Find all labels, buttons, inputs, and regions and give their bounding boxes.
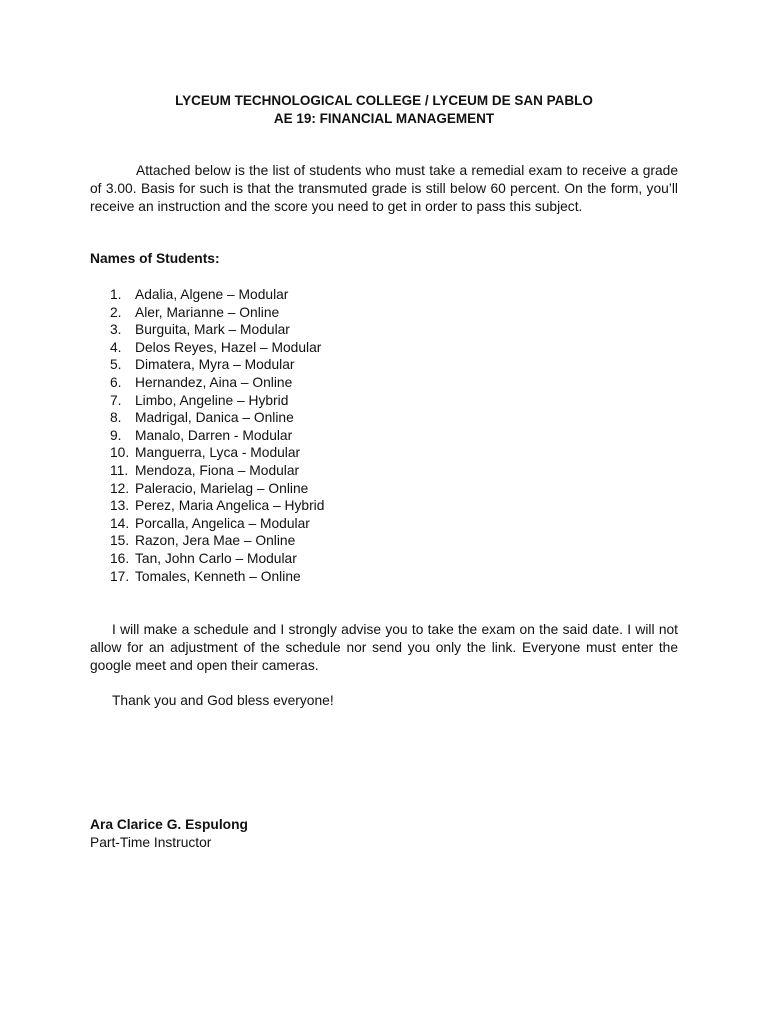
list-item (90, 321, 324, 339)
list-item (90, 480, 324, 498)
list-number: 7. (110, 392, 122, 408)
list-number: 6. (110, 374, 122, 390)
list-number: 10. (110, 445, 130, 461)
signatory-name: Ara Clarice G. Espulong (90, 817, 248, 832)
list-number: 1. (110, 287, 122, 302)
student-entry: Delos Reyes, Hazel – Modular (135, 339, 322, 355)
list-number: 3. (110, 322, 122, 338)
student-entry: Madrigal, Danica – Online (135, 410, 294, 426)
signatory-title: Part-Time Instructor (90, 835, 212, 850)
list-number: 8. (110, 410, 122, 426)
student-entry: Porcalla, Angelica – Modular (135, 515, 310, 531)
list-item (90, 427, 324, 445)
student-entry: Paleracio, Marielag – Online (135, 480, 309, 496)
list-number: 17. (110, 568, 130, 584)
student-entry: Tan, John Carlo – Modular (135, 550, 297, 566)
list-item (90, 392, 324, 410)
list-number: 14. (110, 515, 130, 531)
list-number: 9. (110, 427, 122, 443)
school-name: LYCEUM TECHNOLOGICAL COLLEGE / LYCEUM DE SAN PABLO (175, 93, 593, 108)
list-number: 11. (110, 462, 129, 478)
student-entry: Limbo, Angeline – Hybrid (135, 392, 289, 408)
student-entry: Hernandez, Aina – Online (135, 374, 293, 390)
list-item (90, 444, 324, 462)
list-item (90, 515, 324, 533)
list-item (90, 356, 324, 374)
list-number: 16. (110, 550, 130, 566)
student-entry: Mendoza, Fiona – Modular (135, 462, 300, 478)
list-item (90, 304, 324, 322)
list-item (90, 409, 324, 427)
closing-paragraph: I will make a schedule and I strongly advise you to take the exam on the said date. I will not allow for an adjustment of the schedule nor send you only the link. Everyone must enter the google meet and open their cameras. (90, 622, 678, 673)
list-item (90, 286, 324, 304)
list-item (90, 532, 324, 550)
student-entry: Dimatera, Myra – Modular (135, 357, 295, 373)
list-item (90, 568, 324, 586)
list-item (90, 550, 324, 568)
list-number: 4. (110, 339, 122, 355)
list-item (90, 462, 324, 480)
student-entry: Perez, Maria Angelica – Hybrid (135, 498, 325, 514)
student-entry: Tomales, Kenneth – Online (135, 568, 301, 584)
intro-paragraph: Attached below is the list of students who must take a remedial exam to receive a grade of 3.00. Basis for such is that the transmuted grade is still below 60 percent. On the form, you’ll receive an instruction and the score you need to get in order to pass this subject. (90, 163, 678, 214)
list-number: 2. (110, 304, 122, 320)
list-item (90, 374, 324, 392)
list-number: 5. (110, 357, 122, 373)
list-number: 15. (110, 533, 130, 549)
student-entry: Adalia, Algene – Modular (135, 287, 289, 302)
student-entry: Aler, Marianne – Online (135, 304, 280, 320)
document-header (0, 92, 768, 128)
names-heading: Names of Students: (90, 251, 220, 266)
thanks-line: Thank you and God bless everyone! (112, 693, 334, 708)
student-entry: Burguita, Mark – Modular (135, 322, 290, 338)
student-list (90, 286, 324, 585)
student-entry: Razon, Jera Mae – Online (135, 533, 296, 549)
course-title: AE 19: FINANCIAL MANAGEMENT (273, 111, 495, 126)
list-item (90, 497, 324, 515)
list-number: 13. (110, 498, 130, 514)
list-number: 12. (110, 480, 130, 496)
list-item (90, 339, 324, 357)
student-entry: Manalo, Darren - Modular (135, 427, 293, 443)
student-entry: Manguerra, Lyca - Modular (135, 445, 301, 461)
